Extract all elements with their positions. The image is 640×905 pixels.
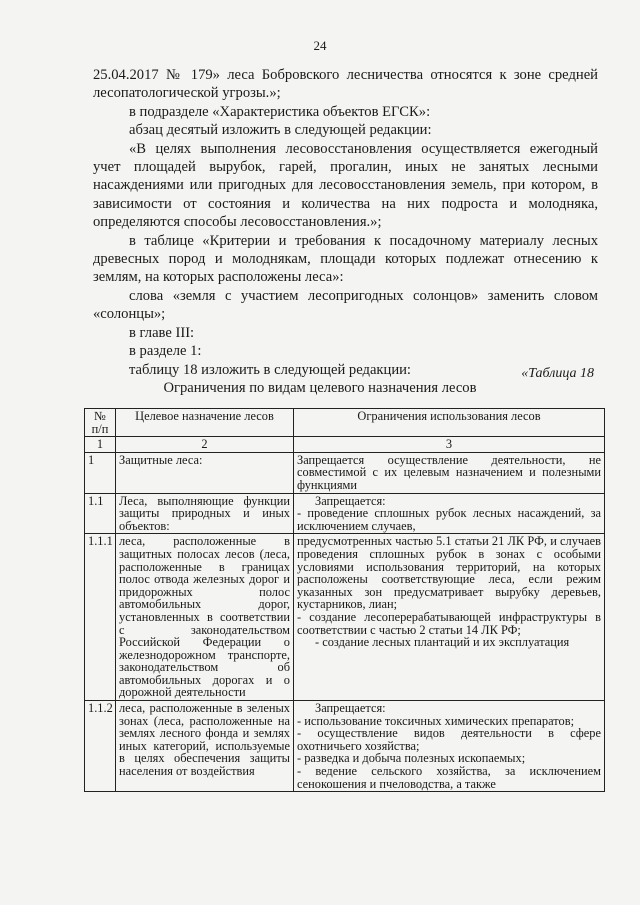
page-number: 24 — [313, 38, 327, 53]
limit-item: - создание лесоперерабатывающей инфраструктуры в соответствии с частью 2 статьи 14 ЛК РФ; — [297, 609, 601, 637]
limit-item: Запрещается: — [315, 493, 386, 508]
paragraph: таблицу 18 изложить в следующей редакции: — [129, 361, 411, 378]
paragraph: 25.04.2017 № 179» леса Бобровского лесничества относятся к зоне средней лесопатологической угрозы.»; — [93, 67, 598, 102]
row-limits — [294, 534, 605, 701]
limit-item: - осуществление видов деятельности в сфере охотничьего хозяйства; — [297, 726, 601, 753]
table-row — [85, 534, 605, 701]
row-purpose: Защитные леса: — [116, 452, 294, 493]
limit-item: предусмотренных частью 5.1 статьи 21 ЛК РФ, и случаев проведения сплошных рубок в зонах с особыми условиями использования территорий, на которых расположены соответствующие леса, если режим указанных зон предусматривает вырубку деревьев, кустарников, лиан; — [297, 534, 601, 612]
colnum-1: 1 — [85, 437, 116, 453]
row-purpose: Леса, выполняющие функции защиты природных и иных объектов: — [116, 493, 294, 534]
row-num: 1.1.1 — [85, 534, 116, 701]
header-purpose: Целевое назначение лесов — [116, 409, 294, 437]
header-limits: Ограничения использования лесов — [294, 409, 605, 437]
limit-item: - использование токсичных химических препаратов; — [297, 713, 575, 728]
row-num: 1.1 — [85, 493, 116, 534]
row-purpose: леса, расположенные в защитных полосах лесов (леса, расположенные в границах полос отвода железных дорог и придорожных полос автомобильных дорог, установленных в соответствии с законодательством Российской Федерации о железнодорожном транспорте, законодательством об автомобильных дорогах и о дорожной деятельности — [116, 534, 294, 701]
row-num: 1.1.2 — [85, 701, 116, 792]
table-title: Ограничения по видам целевого назначения лесов — [163, 380, 477, 396]
table-row — [85, 701, 605, 792]
paragraph: в таблице «Критерии и требования к посадочному материалу лесных древесных пород и молоднякам, площади которых подлежат отнесению к землям, на которых расположены леса»: — [93, 232, 598, 286]
paragraph: в разделе 1: — [129, 343, 202, 360]
paragraph: абзац десятый изложить в следующей редакции: — [129, 122, 432, 139]
row-limits — [294, 452, 605, 493]
paragraph: «В целях выполнения лесовосстановления осуществляется ежегодный учет площадей вырубок, гарей, прогалин, иных не занятых лесными насаждениями или пригодных для лесовосстановления земель, при котором, в зависимости от состояния и количества на них подроста и молодняка, определяются способы лесовосстановления.»; — [93, 140, 598, 231]
limit-item: - проведение сплошных рубок лесных насаждений, за исключением случаев, — [297, 506, 601, 533]
table-column-numbers — [85, 437, 605, 453]
table-row — [85, 452, 605, 493]
table-header-row — [85, 409, 605, 437]
row-limits — [294, 701, 605, 792]
table-row — [85, 493, 605, 534]
body-text — [93, 66, 598, 379]
paragraph: слова «земля с участием лесопригодных солонцов» заменить словом «солонцы»; — [93, 287, 598, 323]
header-num: № п/п — [85, 409, 116, 437]
limit-item: - ведение сельского хозяйства, за исключением сенокошения и пчеловодства, а также — [297, 764, 601, 791]
row-num: 1 — [85, 452, 116, 493]
row-purpose: леса, расположенные в зеленых зонах (леса, расположенные на землях лесного фонда и землях иных категорий, используемые в целях обеспечения защиты населения от воздействия — [116, 701, 294, 792]
limit-item: - разведка и добыча полезных ископаемых; — [297, 751, 526, 766]
limit-item: Запрещается осуществление деятельности, не совместимой с их целевым назначением и полезными функциями — [297, 452, 601, 492]
paragraph: в подразделе «Характеристика объектов ЕГСК»: — [129, 103, 431, 120]
table-label: «Таблица 18 — [521, 366, 594, 381]
colnum-2: 2 — [116, 437, 294, 453]
row-limits — [294, 493, 605, 534]
limit-item: Запрещается: — [315, 701, 386, 716]
limits-table — [84, 408, 605, 792]
colnum-3: 3 — [294, 437, 605, 453]
paragraph: в главе III: — [129, 324, 195, 341]
limit-item: - создание лесных плантаций и их эксплуатация — [315, 635, 570, 650]
